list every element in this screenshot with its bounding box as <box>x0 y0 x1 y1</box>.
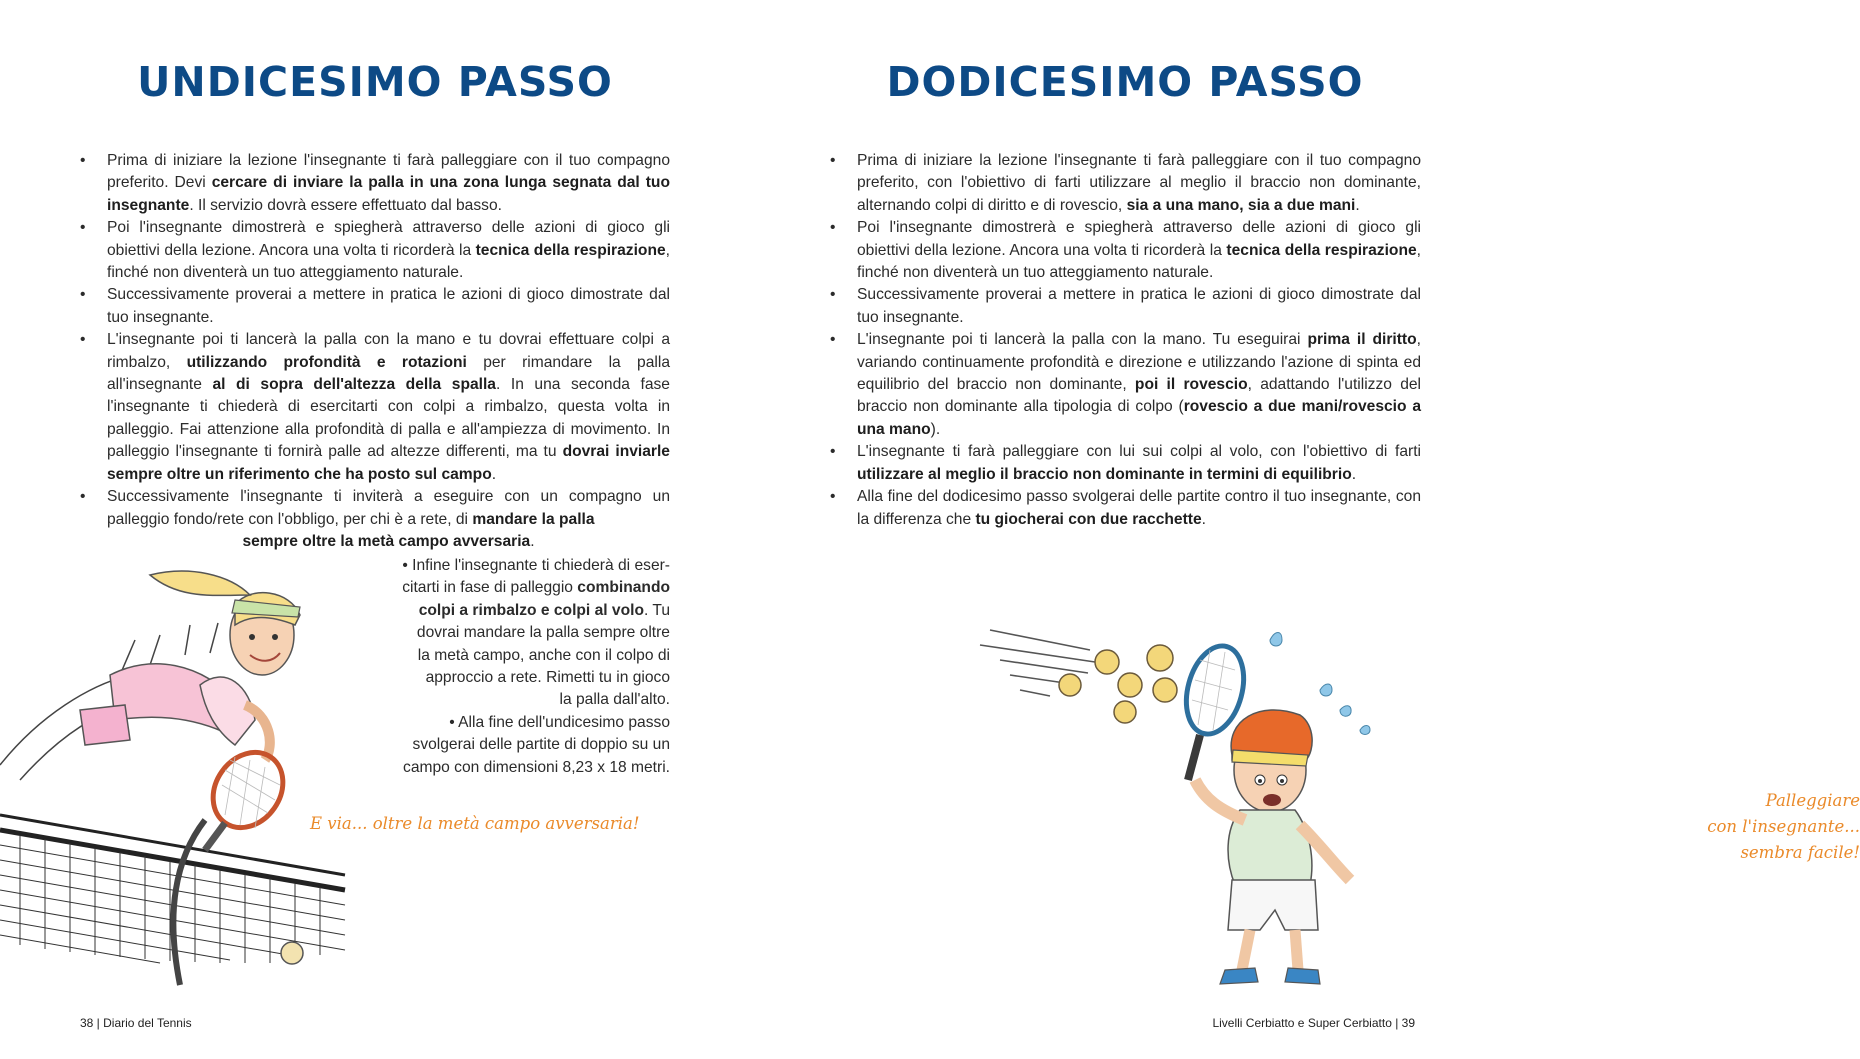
left-wrapped-line <box>330 645 670 667</box>
left-wrapped-line <box>330 734 670 756</box>
left-wrapped-part: dovrai mandare la palla sempre oltre <box>416 624 670 642</box>
tennis-ball-icon <box>1095 650 1119 674</box>
left-caption: E via... oltre la metà campo avversaria! <box>310 814 640 833</box>
right-bullet-item <box>830 441 1421 486</box>
tennis-ball-icon <box>1118 673 1142 697</box>
boy-tennis-player-illustration <box>970 610 1440 1000</box>
left-bullet-list <box>80 150 670 531</box>
right-bullet-part: . <box>1351 465 1357 483</box>
tennis-racket-icon <box>199 739 297 850</box>
right-bullet-part: Alla fine del dodicesimo passo svolgerai delle partite contro il tuo insegnante, con la differenza che <box>857 488 1421 528</box>
left-center-line-end: . <box>530 532 535 550</box>
left-page-body <box>80 150 670 553</box>
left-wrapped-line <box>330 757 670 779</box>
left-bullet-item <box>80 486 670 531</box>
left-bullet-part: , finché non diventerà un tuo atteggiamento naturale. <box>107 241 670 282</box>
left-wrapped-part: la palla dall'alto. <box>559 691 670 709</box>
right-bullet-part: Poi l'insegnante dimostrerà e spiegherà attraverso delle azioni di gioco gli obiettivi della lezione. Ancora una volta ti ricorderà la <box>857 219 1421 259</box>
right-bullet-part: tecnica della respirazione <box>1226 241 1417 259</box>
left-wrapped-part: • Alla fine dell'undicesimo passo <box>449 713 670 731</box>
left-center-line-bold: sempre oltre la metà campo avversaria <box>242 532 531 550</box>
left-bullet-part: Prima di iniziare la lezione l'insegnante ti farà palleggiare con il tuo compagno preferito. Devi <box>107 152 670 192</box>
right-caption-line: Palleggiare <box>1765 791 1860 810</box>
left-wrapped-part: . Tu <box>643 601 670 619</box>
left-wrapped-part: • Infine l'insegnante ti chiederà di eser- <box>402 557 670 574</box>
left-wrapped-part: approccio a rete. Rimetti tu in gioco <box>425 669 670 687</box>
right-bullet-item <box>830 150 1421 217</box>
left-wrapped-line <box>330 600 670 622</box>
left-wrapped-line <box>330 689 670 711</box>
left-wrapped-text <box>330 555 670 779</box>
left-bullet-part: Poi l'insegnante dimostrerà e spiegherà attraverso delle azioni di gioco gli obiettivi della lezione. Ancora una volta ti ricorderà la <box>107 219 670 259</box>
left-footer: 38 | Diario del Tennis <box>80 1016 192 1030</box>
left-bullet-part: per rimandare la palla all'insegnante <box>107 353 671 394</box>
left-bullet-part: mandare la palla <box>472 510 595 528</box>
right-bullet-item <box>830 284 1421 329</box>
left-wrapped-line <box>330 577 670 599</box>
left-page-title: UNDICESIMO PASSO <box>137 58 613 106</box>
girl-tennis-player-illustration <box>0 545 360 985</box>
right-bullet-part: , finché non diventerà un tuo atteggiamento naturale. <box>857 241 1421 282</box>
right-page-body <box>830 150 1421 531</box>
right-bullet-part: , adattando l'utilizzo del braccio non dominante alla tipologia di colpo ( <box>857 376 1421 416</box>
tennis-ball-icon <box>281 942 303 964</box>
left-wrapped-line <box>330 555 670 577</box>
left-bullet-part: . <box>491 465 497 483</box>
right-bullet-part: L'insegnante poi ti lancerà la palla con la mano. Tu eseguirai <box>857 331 1308 349</box>
left-bullet-item <box>80 284 670 329</box>
left-bullet-item <box>80 217 670 284</box>
tennis-ball-icon <box>1114 701 1136 723</box>
tennis-ball-icon <box>1147 645 1173 671</box>
left-wrapped-line <box>330 712 670 734</box>
right-bullet-part: . <box>1201 510 1206 528</box>
left-bullet-part: cercare di inviare la palla in una zona lunga segnata dal tuo insegnante <box>107 174 670 214</box>
right-page-title: DODICESIMO PASSO <box>886 58 1364 106</box>
left-page <box>0 0 750 1059</box>
right-caption-line: sembra facile! <box>1740 843 1860 862</box>
right-bullet-item <box>830 329 1421 441</box>
left-bullet-part: dovrai inviarle sempre oltre un riferimento che ha posto sul campo <box>107 443 670 483</box>
left-wrapped-part: citarti in fase di palleggio <box>402 579 578 597</box>
right-bullet-part: poi il rovescio <box>1134 376 1248 394</box>
left-bullet-part: tecnica della respirazione <box>475 241 666 259</box>
left-wrapped-part: svolgerai delle partite di doppio su un <box>412 736 670 754</box>
left-bullet-part: utilizzando profondità e rotazioni <box>186 353 467 371</box>
right-caption-line: con l'insegnante... <box>1707 817 1860 836</box>
right-bullet-part: sia a una mano, sia a due mani <box>1126 196 1356 214</box>
left-bullet-part: . In una seconda fase l'insegnante ti chiederà di esercitarti con colpi a rimbalzo, questa volta in palleggio. Fai attenzione alla profondità di palla e all'ampiezza di movimento. In palleggio l'insegnante ti fornirà palle ad altezze differenti, ma tu <box>107 376 670 461</box>
left-wrapped-part: campo con dimensioni 8,23 x 18 metri. <box>403 758 670 776</box>
right-page <box>750 0 1860 1059</box>
right-bullet-part: Successivamente proverai a mettere in pratica le azioni di gioco dimostrate dal tuo insegnante. <box>857 286 1421 326</box>
right-bullet-part: prima il diritto <box>1307 331 1417 349</box>
left-wrapped-line <box>330 622 670 644</box>
right-bullet-part: ). <box>930 420 941 438</box>
right-bullet-item <box>830 486 1421 531</box>
right-caption <box>1650 788 1860 866</box>
right-bullet-item <box>830 217 1421 284</box>
right-bullet-part: L'insegnante ti farà palleggiare con lui sui colpi al volo, con l'obiettivo di farti <box>857 443 1421 461</box>
left-bullet-item <box>80 150 670 217</box>
right-bullet-part: . <box>1355 196 1360 214</box>
left-wrapped-part: combinando <box>577 579 670 597</box>
left-wrapped-line <box>330 667 670 689</box>
right-bullet-part: rovescio a due mani/rovescio a una mano <box>857 398 1421 438</box>
left-bullet-part: al di sopra dell'altezza della spalla <box>212 376 496 394</box>
tennis-ball-icon <box>1059 674 1081 696</box>
right-bullet-part: Prima di iniziare la lezione l'insegnante ti farà palleggiare con il tuo compagno preferito, con l'obiettivo di farti utilizzare al meglio il braccio non dominante, alternando colpi di diritto e di rovescio, <box>857 152 1421 214</box>
right-bullet-list <box>830 150 1421 531</box>
left-bullet-part: Successivamente l'insegnante ti inviterà a eseguire con un compagno un palleggio fondo/rete con l'obbligo, per chi è a rete, di <box>107 488 670 528</box>
left-bullet-item <box>80 329 670 486</box>
right-bullet-part: utilizzare al meglio il braccio non dominante in termini di equilibrio <box>857 465 1352 483</box>
left-bullet-part: . Il servizio dovrà essere effettuato dal basso. <box>189 196 502 214</box>
left-wrapped-part: colpi a rimbalzo e colpi al volo <box>418 601 644 619</box>
right-bullet-part: , variando continuamente profondità e direzione e utilizzando l'azione di spinta ed equilibrio del braccio non dominante, <box>857 331 1421 394</box>
left-bullet-part: Successivamente proverai a mettere in pratica le azioni di gioco dimostrate dal tuo insegnante. <box>107 286 670 326</box>
left-bullet-part: L'insegnante poi ti lancerà la palla con la mano e tu dovrai effettuare colpi a rimbalzo, <box>107 331 670 371</box>
right-bullet-part: tu giocherai con due racchette <box>975 510 1202 528</box>
right-footer: Livelli Cerbiatto e Super Cerbiatto | 39 <box>1212 1016 1415 1030</box>
left-wrapped-part: la metà campo, anche con il colpo di <box>417 646 670 664</box>
tennis-ball-icon <box>1153 678 1177 702</box>
